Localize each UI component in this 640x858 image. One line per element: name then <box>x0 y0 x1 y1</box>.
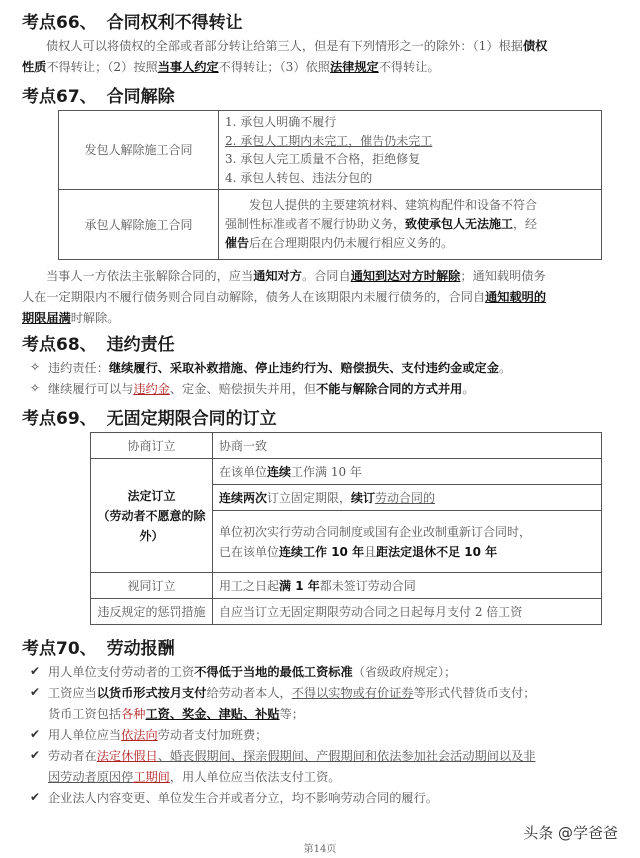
row-value: 单位初次实行劳动合同制度或国有企业改制重新订合同时， 已在该单位连续工作 10 年且距法定退休不足 10 年 <box>213 511 602 573</box>
section-title: 合同权利不得转让 <box>106 13 243 33</box>
bullet-item: 用人单位支付劳动者的工资不得低于当地的最低工资标准（省级政府规定）； <box>48 665 457 679</box>
section-number: 考点70、 <box>22 639 97 659</box>
section-70-heading <box>22 634 175 660</box>
watermark: 头条 @学爸爸 <box>523 824 618 842</box>
check-icon: ✔ <box>29 748 41 762</box>
check-icon: ✔ <box>29 664 41 678</box>
section-67-heading <box>22 82 175 108</box>
bullet-item: 工资应当以货币形式按月支付给劳动者本人，不得以实物或有价证券等形式代替货币支付； <box>48 686 536 700</box>
row-label: 协商订立 <box>91 433 213 459</box>
section-number: 考点67、 <box>22 87 97 107</box>
section-68-heading <box>22 330 175 356</box>
section-number: 考点68、 <box>22 335 97 355</box>
table-row <box>91 599 602 625</box>
check-icon: ✔ <box>29 727 41 741</box>
section-title: 无固定期限合同的订立 <box>106 409 277 429</box>
row-label: 违反规定的惩罚措施 <box>91 599 213 625</box>
diamond-bullet-icon: ✧ <box>29 360 41 374</box>
row-value: 协商一致 <box>213 433 602 459</box>
section-number: 考点66、 <box>22 13 97 33</box>
section-number: 考点69、 <box>22 409 97 429</box>
table-row <box>59 190 602 260</box>
diamond-bullet-icon: ✧ <box>29 381 41 395</box>
table-row <box>91 459 602 485</box>
table-row <box>59 111 602 190</box>
bullet-item: 违约责任：继续履行、采取补救措施、停止违约行为、赔偿损失、支付违约金或定金。 <box>48 361 512 375</box>
row-value: 连续两次订立固定期限，续订劳动合同的 <box>213 485 602 511</box>
section-title: 合同解除 <box>106 87 175 107</box>
bullet-item: 用人单位应当依法向劳动者支付加班费； <box>48 728 268 742</box>
bullet-item-continued: 货币工资包括各种工资、奖金、津贴、补贴等； <box>48 707 304 721</box>
bullet-item: 劳动者在法定休假日、婚丧假期间、探亲假期间、产假期间和依法参加社会活动期间以及非 <box>48 749 536 763</box>
contract-termination-table <box>58 110 602 260</box>
section-67-note-3: 期限届满时解除。 <box>22 311 120 325</box>
bullet-item: 企业法人内容变更、单位发生合并或者分立，均不影响劳动合同的履行。 <box>48 791 438 805</box>
section-66-text: 债权人可以将债权的全部或者部分转让给第三人，但是有下列情形之一的除外：（1）根据债权 <box>46 39 548 53</box>
row-value: 在该单位连续工作满 10 年 <box>213 459 602 485</box>
section-title: 劳动报酬 <box>106 639 175 659</box>
check-icon: ✔ <box>29 685 41 699</box>
fixed-term-contract-table <box>90 432 602 625</box>
row-value: 发包人提供的主要建筑材料、建筑构配件和设备不符合 强制性标准或者不履行协助义务，致使承包人无法施工，经 催告后在合理期限内仍未履行相应义务的。 <box>219 190 602 260</box>
section-67-note-2: 人在一定期限内不履行债务则合同自动解除，债务人在该期限内未履行债务的，合同自通知载明的 <box>22 290 547 304</box>
section-66-text-2: 性质不得转让；（2）按照当事人约定不得转让；（3）依照法律规定不得转让。 <box>22 60 440 74</box>
row-value: 1. 承包人明确不履行 2. 承包人工期内未完工，催告仍未完工 3. 承包人完工质量不合格，拒绝修复 4. 承包人转包、违法分包的 <box>219 111 602 190</box>
section-69-heading <box>22 404 277 430</box>
bullet-item: 继续履行可以与违约金、定金、赔偿损失并用，但不能与解除合同的方式并用。 <box>48 382 475 396</box>
row-label: 承包人解除施工合同 <box>59 190 219 260</box>
row-value: 自应当订立无固定期限劳动合同之日起每月支付 2 倍工资 <box>213 599 602 625</box>
section-66-heading <box>22 8 243 34</box>
row-value: 用工之日起满 1 年都未签订劳动合同 <box>213 573 602 599</box>
row-label: 视同订立 <box>91 573 213 599</box>
row-label: 发包人解除施工合同 <box>59 111 219 190</box>
section-title: 违约责任 <box>106 335 175 355</box>
table-row <box>91 433 602 459</box>
row-label: 法定订立 （劳动者不愿意的除外） <box>91 459 213 573</box>
section-67-note: 当事人一方依法主张解除合同的，应当通知对方。合同自通知到达对方时解除；通知载明债务 <box>46 269 546 283</box>
bullet-item-continued: 因劳动者原因停工期间，用人单位应当依法支付工资。 <box>48 770 341 784</box>
check-icon: ✔ <box>29 790 41 804</box>
page-number: 第14页 <box>303 844 337 855</box>
table-row <box>91 573 602 599</box>
